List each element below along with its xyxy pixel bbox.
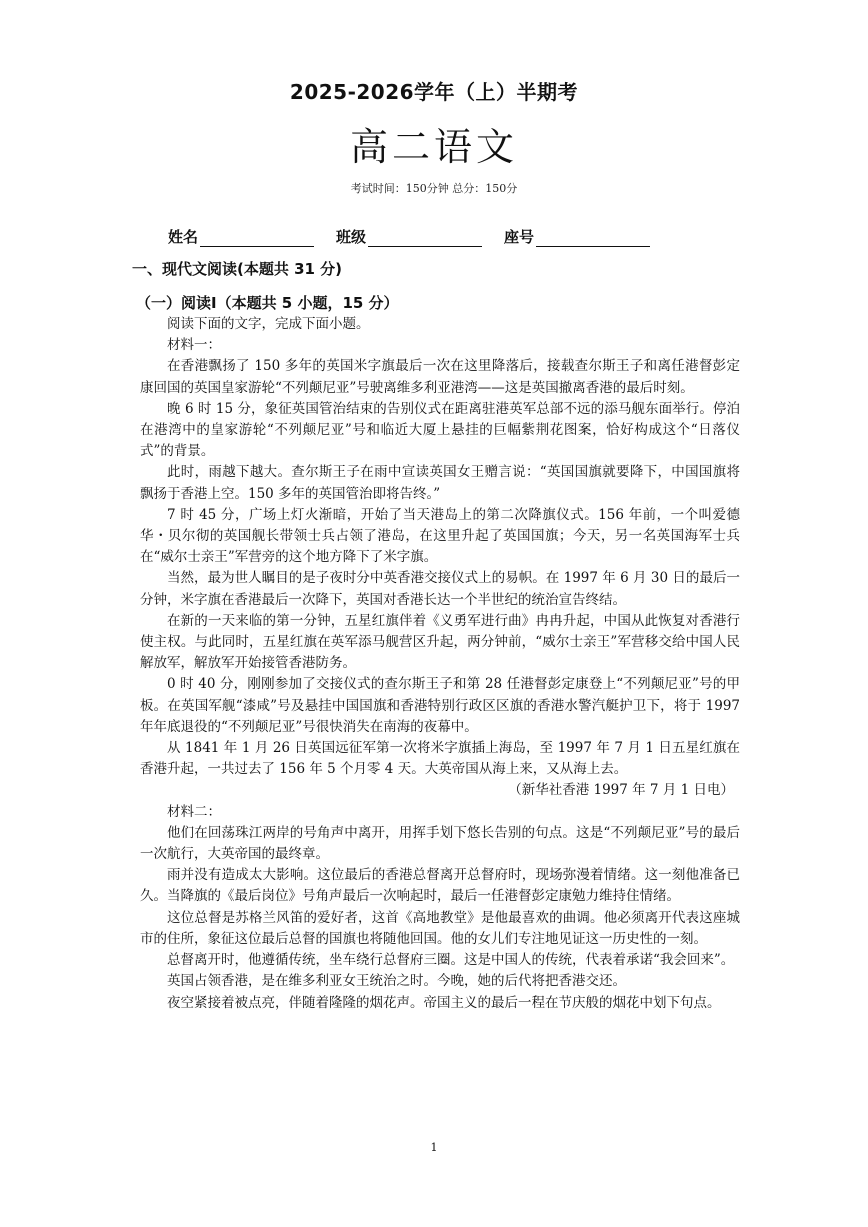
exam-title: 2025-2026学年（上）半期考 xyxy=(289,80,579,104)
subject-title: 高二语文 xyxy=(349,125,518,169)
material-two-label: 材料二： xyxy=(167,803,221,820)
material-one-label: 材料一： xyxy=(167,337,221,354)
class-blank-line[interactable] xyxy=(368,230,482,247)
paragraph: 0 时 40 分，刚刚参加了交接仪式的查尔斯王子和第 28 任港督彭定康登上“不列颠尼亚”号的甲板。在英国军舰“漆咸”号及悬挂中国国旗和香港特别行政区区旗的香港水警汽艇护卫下，将于 1997 年年底退役的“不列颠尼亚”号很快消失在南海的夜幕中。 xyxy=(140,676,740,735)
exam-info: 考试时间：150分钟 总分：150分 xyxy=(350,182,518,195)
paragraph: 从 1841 年 1 月 26 日英国远征军第一次将米字旗插上海岛，至 1997 年 7 月 1 日五星红旗在香港升起，一共过去了 156 年 5 个月零 4 天。大英帝国从海上来，又从海上去。 xyxy=(140,740,740,778)
paragraph: 当然，最为世人瞩目的是子夜时分中英香港交接仪式上的易帜。在 1997 年 6 月 30 日的最后一分钟，米字旗在香港最后一次降下，英国对香港长达一个半世纪的统治宣告终结。 xyxy=(140,570,740,608)
section-heading: 一、现代文阅读(本题共 31 分) xyxy=(132,260,343,278)
paragraph: 这位总督是苏格兰风笛的爱好者，这首《高地教堂》是他最喜欢的曲调。他必须离开代表这座城市的住所，象征这位最后总督的国旗也将随他回国。他的女儿们专注地见证这一历史性的一刻。 xyxy=(140,909,740,947)
student-info-fields xyxy=(168,226,650,247)
seat-label: 座号 xyxy=(504,228,535,246)
page-number: 1 xyxy=(430,1141,438,1154)
paragraph: 7 时 45 分，广场上灯火渐暗，开始了当天港岛上的第二次降旗仪式。156 年前，一个叫爱德华・贝尔彻的英国舰长带领士兵占领了港岛，在这里升起了英国国旗；今天，另一名英国海军士兵在“威尔士亲王”军营旁的这个地方降下了米字旗。 xyxy=(140,506,740,566)
name-field[interactable] xyxy=(168,226,314,247)
paragraph: 在香港飘扬了 150 多年的英国米字旗最后一次在这里降落后，接载查尔斯王子和离任港督彭定康回国的英国皇家游轮“不列颠尼亚”号驶离维多利亚港湾——这是英国撤离香港的最后时刻。 xyxy=(140,358,740,396)
paragraph: 总督离开时，他遵循传统，坐车绕行总督府三圈。这是中国人的传统，代表着承诺“我会回来”。 xyxy=(167,952,735,969)
source-attribution: （新华社香港 1997 年 7 月 1 日电） xyxy=(508,782,734,799)
paragraph: 晚 6 时 15 分，象征英国管治结束的告别仪式在距离驻港英军总部不远的添马舰东面举行。停泊在港湾中的皇家游轮“不列颠尼亚”号和临近大厦上悬挂的巨幅紫荆花图案，恰好构成这个“日落仪式”的背景。 xyxy=(140,400,740,460)
class-field[interactable] xyxy=(336,226,482,247)
instruction-text: 阅读下面的文字，完成下面小题。 xyxy=(167,316,370,332)
class-label: 班级 xyxy=(336,228,367,246)
paragraph: 他们在回荡珠江两岸的号角声中离开，用挥手划下悠长告别的句点。这是“不列颠尼亚”号的最后一次航行，大英帝国的最终章。 xyxy=(140,824,740,863)
name-label: 姓名 xyxy=(168,228,199,246)
seat-field[interactable] xyxy=(504,226,650,247)
paragraph: 夜空紧接着被点亮，伴随着隆隆的烟花声。帝国主义的最后一程在节庆般的烟花中划下句点。 xyxy=(167,994,721,1011)
subsection-heading: （一）阅读Ⅰ（本题共 5 小题，15 分） xyxy=(136,294,399,312)
name-blank-line[interactable] xyxy=(200,230,314,247)
paragraph: 在新的一天来临的第一分钟，五星红旗伴着《义勇军进行曲》冉冉升起，中国从此恢复对香港行使主权。与此同时，五星红旗在英军添马舰营区升起，两分钟前，“威尔士亲王”军营移交给中国人民解放军，解放军开始接管香港防务。 xyxy=(140,612,740,672)
paragraph: 英国占领香港，是在维多利亚女王统治之时。今晚，她的后代将把香港交还。 xyxy=(167,973,626,990)
reading-passage xyxy=(140,314,740,1014)
seat-blank-line[interactable] xyxy=(536,230,650,247)
paragraph: 此时，雨越下越大。查尔斯王子在雨中宣读英国女王赠言说：“英国国旗就要降下，中国国旗将飘扬于香港上空。150 多年的英国管治即将告终。” xyxy=(140,464,740,502)
paragraph: 雨并没有造成太大影响。这位最后的香港总督离开总督府时，现场弥漫着情绪。这一刻他准备已久。当降旗的《最后岗位》号角声最后一次响起时，最后一任港督彭定康勉力维持住情绪。 xyxy=(140,867,740,905)
